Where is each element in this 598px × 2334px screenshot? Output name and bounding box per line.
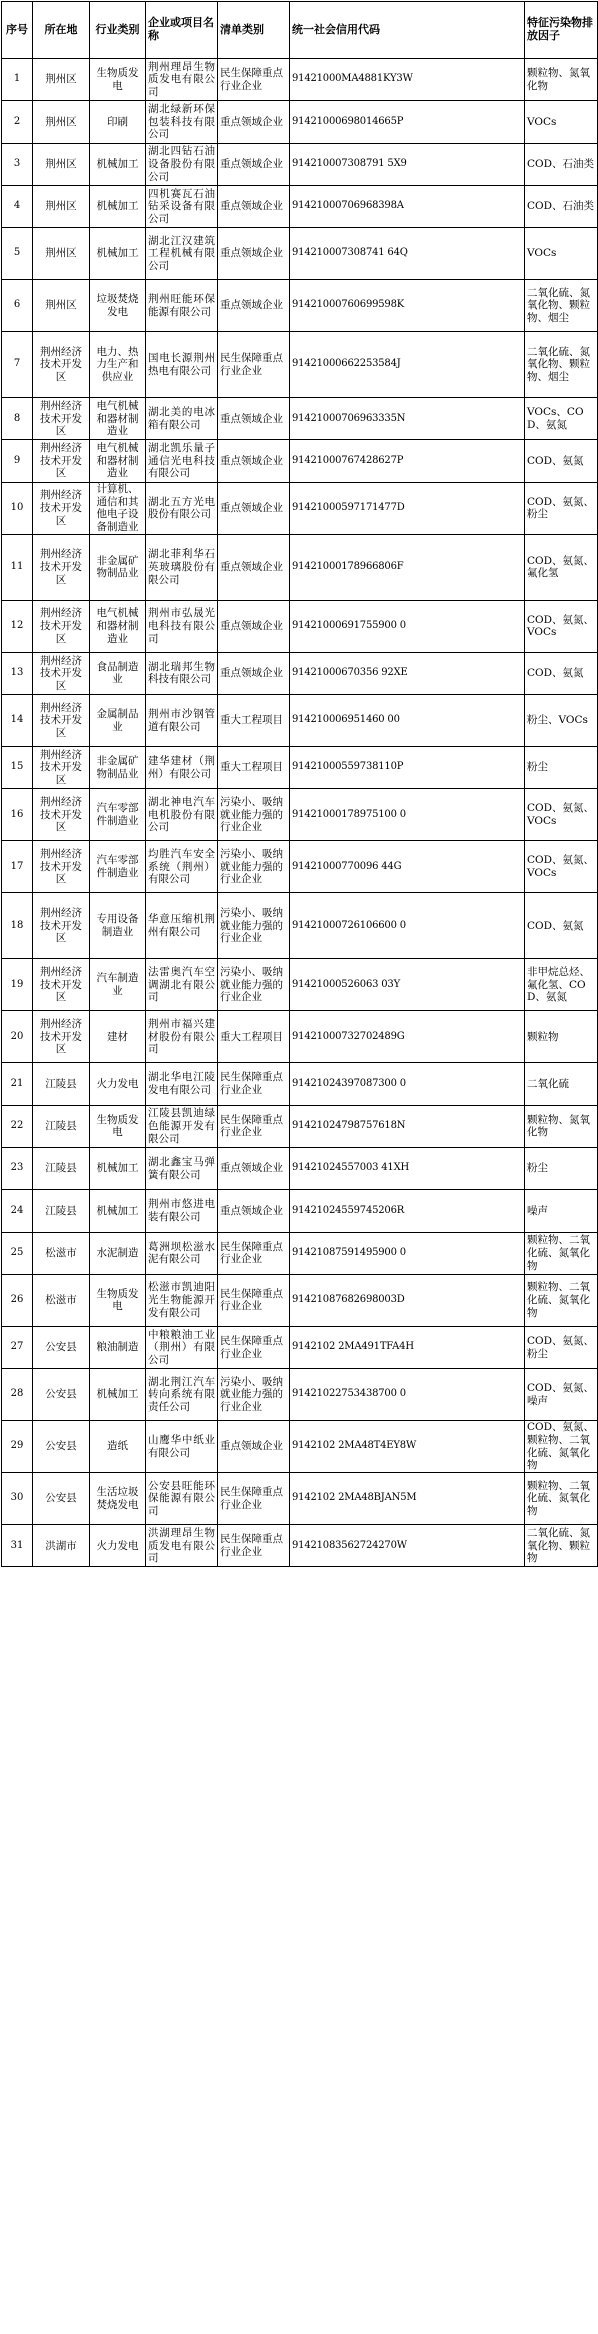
row-enterprise: 湖北荆江汽车转向系统有限责任公司: [146, 1369, 218, 1421]
table-row: [2, 101, 598, 143]
row-enterprise: 国电长源荆州热电有限公司: [146, 332, 218, 398]
row-industry: 造纸: [90, 1421, 146, 1473]
row-industry: 机械加工: [90, 143, 146, 185]
row-credit-code: 91421000732702489G: [290, 1011, 525, 1063]
row-credit-code: 91421000726106600 0: [290, 893, 525, 959]
table-row: [2, 1147, 598, 1189]
row-list-category: 重大工程项目: [218, 1011, 290, 1063]
row-industry: 汽车制造业: [90, 959, 146, 1011]
row-pollutants: 二氧化硫、氮氧化物、颗粒物: [525, 1525, 598, 1567]
row-list-category: 重点领域企业: [218, 185, 290, 227]
row-credit-code: 91421024397087300 0: [290, 1063, 525, 1105]
table-row: [2, 185, 598, 227]
table-row: [2, 280, 598, 332]
row-pollutants: 颗粒物、氮氧化物: [525, 59, 598, 101]
row-credit-code: 9142102 2MA48T4EY8W: [290, 1421, 525, 1473]
row-location: 荆州区: [33, 59, 90, 101]
row-location: 江陵县: [33, 1105, 90, 1147]
row-industry: 机械加工: [90, 185, 146, 227]
row-location: 江陵县: [33, 1147, 90, 1189]
row-index: 22: [2, 1105, 33, 1147]
row-industry: 金属制品业: [90, 695, 146, 747]
row-credit-code: 91421000MA4881KY3W: [290, 59, 525, 101]
row-index: 9: [2, 440, 33, 482]
row-list-category: 重点领域企业: [218, 1147, 290, 1189]
row-index: 20: [2, 1011, 33, 1063]
table-row: [2, 1190, 598, 1232]
row-list-category: 民生保障重点行业企业: [218, 1525, 290, 1567]
header-list-category: 清单类别: [218, 2, 290, 59]
row-credit-code: 914210007308741 64Q: [290, 228, 525, 280]
row-index: 2: [2, 101, 33, 143]
table-row: [2, 1105, 598, 1147]
row-credit-code: 91421000178975100 0: [290, 789, 525, 841]
row-industry: 建材: [90, 1011, 146, 1063]
row-industry: 机械加工: [90, 1147, 146, 1189]
table-row: [2, 747, 598, 789]
row-enterprise: 湖北瑞邦生物科技有限公司: [146, 652, 218, 694]
row-index: 23: [2, 1147, 33, 1189]
table-row: [2, 482, 598, 534]
row-enterprise: 山鹰华中纸业有限公司: [146, 1421, 218, 1473]
row-credit-code: 91421022753438700 0: [290, 1369, 525, 1421]
row-pollutants: COD、氨氮、氟化氢: [525, 534, 598, 600]
row-list-category: 民生保障重点行业企业: [218, 1105, 290, 1147]
row-list-category: 民生保障重点行业企业: [218, 59, 290, 101]
row-list-category: 民生保障重点行业企业: [218, 1274, 290, 1326]
table-row: [2, 534, 598, 600]
table-row: [2, 600, 598, 652]
row-pollutants: 粉尘、VOCs: [525, 695, 598, 747]
table-row: [2, 228, 598, 280]
row-enterprise: 江陵县凯迪绿色能源开发有限公司: [146, 1105, 218, 1147]
row-enterprise: 湖北江汉建筑工程机械有限公司: [146, 228, 218, 280]
row-location: 荆州经济技术开发区: [33, 747, 90, 789]
row-industry: 专用设备制造业: [90, 893, 146, 959]
row-pollutants: 粉尘: [525, 1147, 598, 1189]
row-index: 4: [2, 185, 33, 227]
row-location: 荆州经济技术开发区: [33, 398, 90, 440]
row-list-category: 重点领域企业: [218, 440, 290, 482]
row-index: 12: [2, 600, 33, 652]
row-industry: 生活垃圾焚烧发电: [90, 1473, 146, 1525]
row-credit-code: 914210007308791 5X9: [290, 143, 525, 185]
row-enterprise: 湖北鑫宝马弹簧有限公司: [146, 1147, 218, 1189]
row-industry: 粮油制造: [90, 1326, 146, 1368]
row-index: 25: [2, 1232, 33, 1274]
row-enterprise: 荆州旺能环保能源有限公司: [146, 280, 218, 332]
row-location: 荆州经济技术开发区: [33, 600, 90, 652]
row-credit-code: 91421000178966806F: [290, 534, 525, 600]
row-enterprise: 湖北绿新环保包装科技有限公司: [146, 101, 218, 143]
row-enterprise: 华意压缩机荆州有限公司: [146, 893, 218, 959]
row-index: 11: [2, 534, 33, 600]
row-pollutants: 噪声: [525, 1190, 598, 1232]
row-industry: 机械加工: [90, 1369, 146, 1421]
header-location: 所在地: [33, 2, 90, 59]
row-enterprise: 荆州市沙钢管道有限公司: [146, 695, 218, 747]
row-location: 荆州经济技术开发区: [33, 841, 90, 893]
row-pollutants: 二氧化硫: [525, 1063, 598, 1105]
table-row: [2, 789, 598, 841]
row-industry: 电气机械和器材制造业: [90, 398, 146, 440]
row-index: 7: [2, 332, 33, 398]
row-index: 21: [2, 1063, 33, 1105]
row-credit-code: 91421087682698003D: [290, 1274, 525, 1326]
row-index: 8: [2, 398, 33, 440]
row-list-category: 重点领域企业: [218, 101, 290, 143]
row-industry: 非金属矿物制品业: [90, 534, 146, 600]
row-pollutants: COD、氨氮: [525, 893, 598, 959]
row-industry: 计算机、通信和其他电子设备制造业: [90, 482, 146, 534]
row-list-category: 民生保障重点行业企业: [218, 1473, 290, 1525]
row-index: 16: [2, 789, 33, 841]
row-credit-code: 91421024557003 41XH: [290, 1147, 525, 1189]
row-location: 荆州区: [33, 228, 90, 280]
row-list-category: 重点领域企业: [218, 1421, 290, 1473]
row-list-category: 重点领域企业: [218, 652, 290, 694]
row-pollutants: 粉尘: [525, 747, 598, 789]
row-location: 荆州区: [33, 280, 90, 332]
row-pollutants: COD、氨氮: [525, 440, 598, 482]
table-row: [2, 332, 598, 398]
row-pollutants: COD、氨氮、VOCs: [525, 789, 598, 841]
row-list-category: 重点领域企业: [218, 280, 290, 332]
row-location: 荆州经济技术开发区: [33, 440, 90, 482]
row-industry: 生物质发电: [90, 1105, 146, 1147]
table-row: [2, 1326, 598, 1368]
row-pollutants: VOCs: [525, 228, 598, 280]
row-pollutants: COD、氨氮、噪声: [525, 1369, 598, 1421]
row-industry: 机械加工: [90, 228, 146, 280]
row-credit-code: 91421000698014665P: [290, 101, 525, 143]
row-industry: 水泥制造: [90, 1232, 146, 1274]
table-row: [2, 1525, 598, 1567]
table-row: [2, 143, 598, 185]
row-enterprise: 湖北华电江陵发电有限公司: [146, 1063, 218, 1105]
row-pollutants: COD、氨氮、粉尘: [525, 1326, 598, 1368]
row-index: 24: [2, 1190, 33, 1232]
row-index: 18: [2, 893, 33, 959]
row-index: 19: [2, 959, 33, 1011]
row-credit-code: 91421000706963335N: [290, 398, 525, 440]
row-enterprise: 均胜汽车安全系统（荆州）有限公司: [146, 841, 218, 893]
row-index: 6: [2, 280, 33, 332]
table-row: [2, 1421, 598, 1473]
row-enterprise: 荆州理昂生物质发电有限公司: [146, 59, 218, 101]
row-enterprise: 建华建材（荆州）有限公司: [146, 747, 218, 789]
row-enterprise: 法雷奥汽车空调湖北有限公司: [146, 959, 218, 1011]
table-row: [2, 59, 598, 101]
row-index: 27: [2, 1326, 33, 1368]
header-credit-code: 统一社会信用代码: [290, 2, 525, 59]
row-credit-code: 91421000662253584J: [290, 332, 525, 398]
row-industry: 火力发电: [90, 1525, 146, 1567]
row-index: 15: [2, 747, 33, 789]
row-pollutants: 颗粒物、二氧化硫、氮氧化物: [525, 1232, 598, 1274]
row-industry: 电力、热力生产和供应业: [90, 332, 146, 398]
row-index: 26: [2, 1274, 33, 1326]
row-pollutants: COD、氨氮、颗粒物、二氧化硫、氮氧化物: [525, 1421, 598, 1473]
row-list-category: 重点领域企业: [218, 600, 290, 652]
header-industry: 行业类别: [90, 2, 146, 59]
row-list-category: 重大工程项目: [218, 747, 290, 789]
row-enterprise: 湖北四钻石油设备股份有限公司: [146, 143, 218, 185]
row-industry: 食品制造业: [90, 652, 146, 694]
row-index: 17: [2, 841, 33, 893]
table-row: [2, 440, 598, 482]
table-body: [2, 59, 598, 1567]
table-row: [2, 841, 598, 893]
row-list-category: 污染小、吸纳就业能力强的行业企业: [218, 789, 290, 841]
header-enterprise: 企业或项目名称: [146, 2, 218, 59]
row-list-category: 民生保障重点行业企业: [218, 1232, 290, 1274]
row-list-category: 民生保障重点行业企业: [218, 1326, 290, 1368]
row-credit-code: 91421000770096 44G: [290, 841, 525, 893]
row-list-category: 重点领域企业: [218, 482, 290, 534]
row-list-category: 重点领域企业: [218, 398, 290, 440]
row-location: 松滋市: [33, 1232, 90, 1274]
table-row: [2, 695, 598, 747]
row-industry: 火力发电: [90, 1063, 146, 1105]
row-index: 13: [2, 652, 33, 694]
row-industry: 生物质发电: [90, 1274, 146, 1326]
row-location: 公安县: [33, 1421, 90, 1473]
row-location: 荆州区: [33, 185, 90, 227]
row-location: 荆州经济技术开发区: [33, 1011, 90, 1063]
header-pollutants: 特征污染物排放因子: [525, 2, 598, 59]
row-industry: 汽车零部件制造业: [90, 841, 146, 893]
row-pollutants: VOCs: [525, 101, 598, 143]
row-enterprise: 荆州市福兴建材股份有限公司: [146, 1011, 218, 1063]
row-pollutants: 二氧化硫、氮氧化物、颗粒物、烟尘: [525, 332, 598, 398]
row-pollutants: COD、氨氮、VOCs: [525, 600, 598, 652]
row-credit-code: 91421000706968398A: [290, 185, 525, 227]
row-list-category: 重点领域企业: [218, 228, 290, 280]
enterprise-list-table: [1, 1, 598, 1567]
row-location: 荆州经济技术开发区: [33, 332, 90, 398]
row-list-category: 重点领域企业: [218, 143, 290, 185]
row-credit-code: 91421024559745206R: [290, 1190, 525, 1232]
table-row: [2, 1063, 598, 1105]
row-location: 荆州区: [33, 143, 90, 185]
row-enterprise: 湖北五方光电股份有限公司: [146, 482, 218, 534]
row-list-category: 民生保障重点行业企业: [218, 332, 290, 398]
row-enterprise: 荆州市悠进电装有限公司: [146, 1190, 218, 1232]
row-pollutants: 颗粒物、氮氧化物: [525, 1105, 598, 1147]
table-row: [2, 1369, 598, 1421]
row-location: 荆州经济技术开发区: [33, 482, 90, 534]
row-pollutants: COD、氨氮、粉尘: [525, 482, 598, 534]
row-enterprise: 四机赛瓦石油钻采设备有限公司: [146, 185, 218, 227]
row-pollutants: 颗粒物: [525, 1011, 598, 1063]
row-location: 荆州经济技术开发区: [33, 959, 90, 1011]
row-index: 1: [2, 59, 33, 101]
row-enterprise: 湖北美的电冰箱有限公司: [146, 398, 218, 440]
row-enterprise: 湖北菲利华石英玻璃股份有限公司: [146, 534, 218, 600]
row-credit-code: 91421087591495900 0: [290, 1232, 525, 1274]
row-enterprise: 洪湖理昂生物质发电有限公司: [146, 1525, 218, 1567]
row-credit-code: 91421083562724270W: [290, 1525, 525, 1567]
row-credit-code: 91421000526063 03Y: [290, 959, 525, 1011]
row-credit-code: 9142102 2MA491TFA4H: [290, 1326, 525, 1368]
row-location: 江陵县: [33, 1190, 90, 1232]
row-location: 公安县: [33, 1369, 90, 1421]
row-industry: 非金属矿物制品业: [90, 747, 146, 789]
row-pollutants: 颗粒物、二氧化硫、氮氧化物: [525, 1473, 598, 1525]
row-pollutants: 二氧化硫、氮氧化物、颗粒物、烟尘: [525, 280, 598, 332]
row-index: 28: [2, 1369, 33, 1421]
header-index: 序号: [2, 2, 33, 59]
row-pollutants: COD、氨氮、VOCs: [525, 841, 598, 893]
table-row: [2, 1232, 598, 1274]
row-credit-code: 91421000691755900 0: [290, 600, 525, 652]
row-credit-code: 91421000559738110P: [290, 747, 525, 789]
row-index: 3: [2, 143, 33, 185]
row-enterprise: 湖北凯乐量子通信光电科技有限公司: [146, 440, 218, 482]
row-index: 10: [2, 482, 33, 534]
row-enterprise: 荆州市弘晟光电科技有限公司: [146, 600, 218, 652]
row-location: 江陵县: [33, 1063, 90, 1105]
row-location: 公安县: [33, 1326, 90, 1368]
row-location: 荆州经济技术开发区: [33, 534, 90, 600]
table-row: [2, 959, 598, 1011]
row-location: 松滋市: [33, 1274, 90, 1326]
row-list-category: 污染小、吸纳就业能力强的行业企业: [218, 959, 290, 1011]
row-enterprise: 中粮粮油工业（荆州）有限公司: [146, 1326, 218, 1368]
row-pollutants: COD、氨氮: [525, 652, 598, 694]
row-index: 5: [2, 228, 33, 280]
row-location: 洪湖市: [33, 1525, 90, 1567]
row-credit-code: 91421024798757618N: [290, 1105, 525, 1147]
table-row: [2, 652, 598, 694]
row-enterprise: 湖北神电汽车电机股份有限公司: [146, 789, 218, 841]
row-industry: 汽车零部件制造业: [90, 789, 146, 841]
table-row: [2, 1274, 598, 1326]
row-pollutants: 颗粒物、二氧化硫、氮氧化物: [525, 1274, 598, 1326]
row-list-category: 重大工程项目: [218, 695, 290, 747]
row-industry: 生物质发电: [90, 59, 146, 101]
row-location: 公安县: [33, 1473, 90, 1525]
row-enterprise: 葛洲坝松滋水泥有限公司: [146, 1232, 218, 1274]
row-index: 14: [2, 695, 33, 747]
row-credit-code: 914210006951460 00: [290, 695, 525, 747]
row-industry: 机械加工: [90, 1190, 146, 1232]
row-credit-code: 91421000597171477D: [290, 482, 525, 534]
row-list-category: 民生保障重点行业企业: [218, 1063, 290, 1105]
row-enterprise: 松滋市凯迪阳光生物能源开发有限公司: [146, 1274, 218, 1326]
table-row: [2, 1011, 598, 1063]
row-industry: 电气机械和器材制造业: [90, 440, 146, 482]
row-credit-code: 91421000670356 92XE: [290, 652, 525, 694]
table-row: [2, 1473, 598, 1525]
row-list-category: 污染小、吸纳就业能力强的行业企业: [218, 1369, 290, 1421]
row-index: 30: [2, 1473, 33, 1525]
table-row: [2, 893, 598, 959]
row-location: 荆州经济技术开发区: [33, 695, 90, 747]
row-credit-code: 91421000767428627P: [290, 440, 525, 482]
row-list-category: 污染小、吸纳就业能力强的行业企业: [218, 841, 290, 893]
row-index: 31: [2, 1525, 33, 1567]
row-pollutants: 非甲烷总烃、氟化氢、COD、氨氮: [525, 959, 598, 1011]
row-industry: 垃圾焚烧发电: [90, 280, 146, 332]
table-header-row: [2, 2, 598, 59]
row-credit-code: 91421000760699598K: [290, 280, 525, 332]
row-industry: 印刷: [90, 101, 146, 143]
row-pollutants: COD、石油类: [525, 185, 598, 227]
table-row: [2, 398, 598, 440]
row-pollutants: VOCs、COD、氨氮: [525, 398, 598, 440]
row-enterprise: 公安县旺能环保能源有限公司: [146, 1473, 218, 1525]
row-index: 29: [2, 1421, 33, 1473]
row-list-category: 重点领域企业: [218, 1190, 290, 1232]
row-location: 荆州经济技术开发区: [33, 893, 90, 959]
row-credit-code: 9142102 2MA48BJAN5M: [290, 1473, 525, 1525]
row-list-category: 重点领域企业: [218, 534, 290, 600]
row-location: 荆州经济技术开发区: [33, 652, 90, 694]
row-pollutants: COD、石油类: [525, 143, 598, 185]
row-industry: 电气机械和器材制造业: [90, 600, 146, 652]
row-location: 荆州经济技术开发区: [33, 789, 90, 841]
row-location: 荆州区: [33, 101, 90, 143]
row-list-category: 污染小、吸纳就业能力强的行业企业: [218, 893, 290, 959]
